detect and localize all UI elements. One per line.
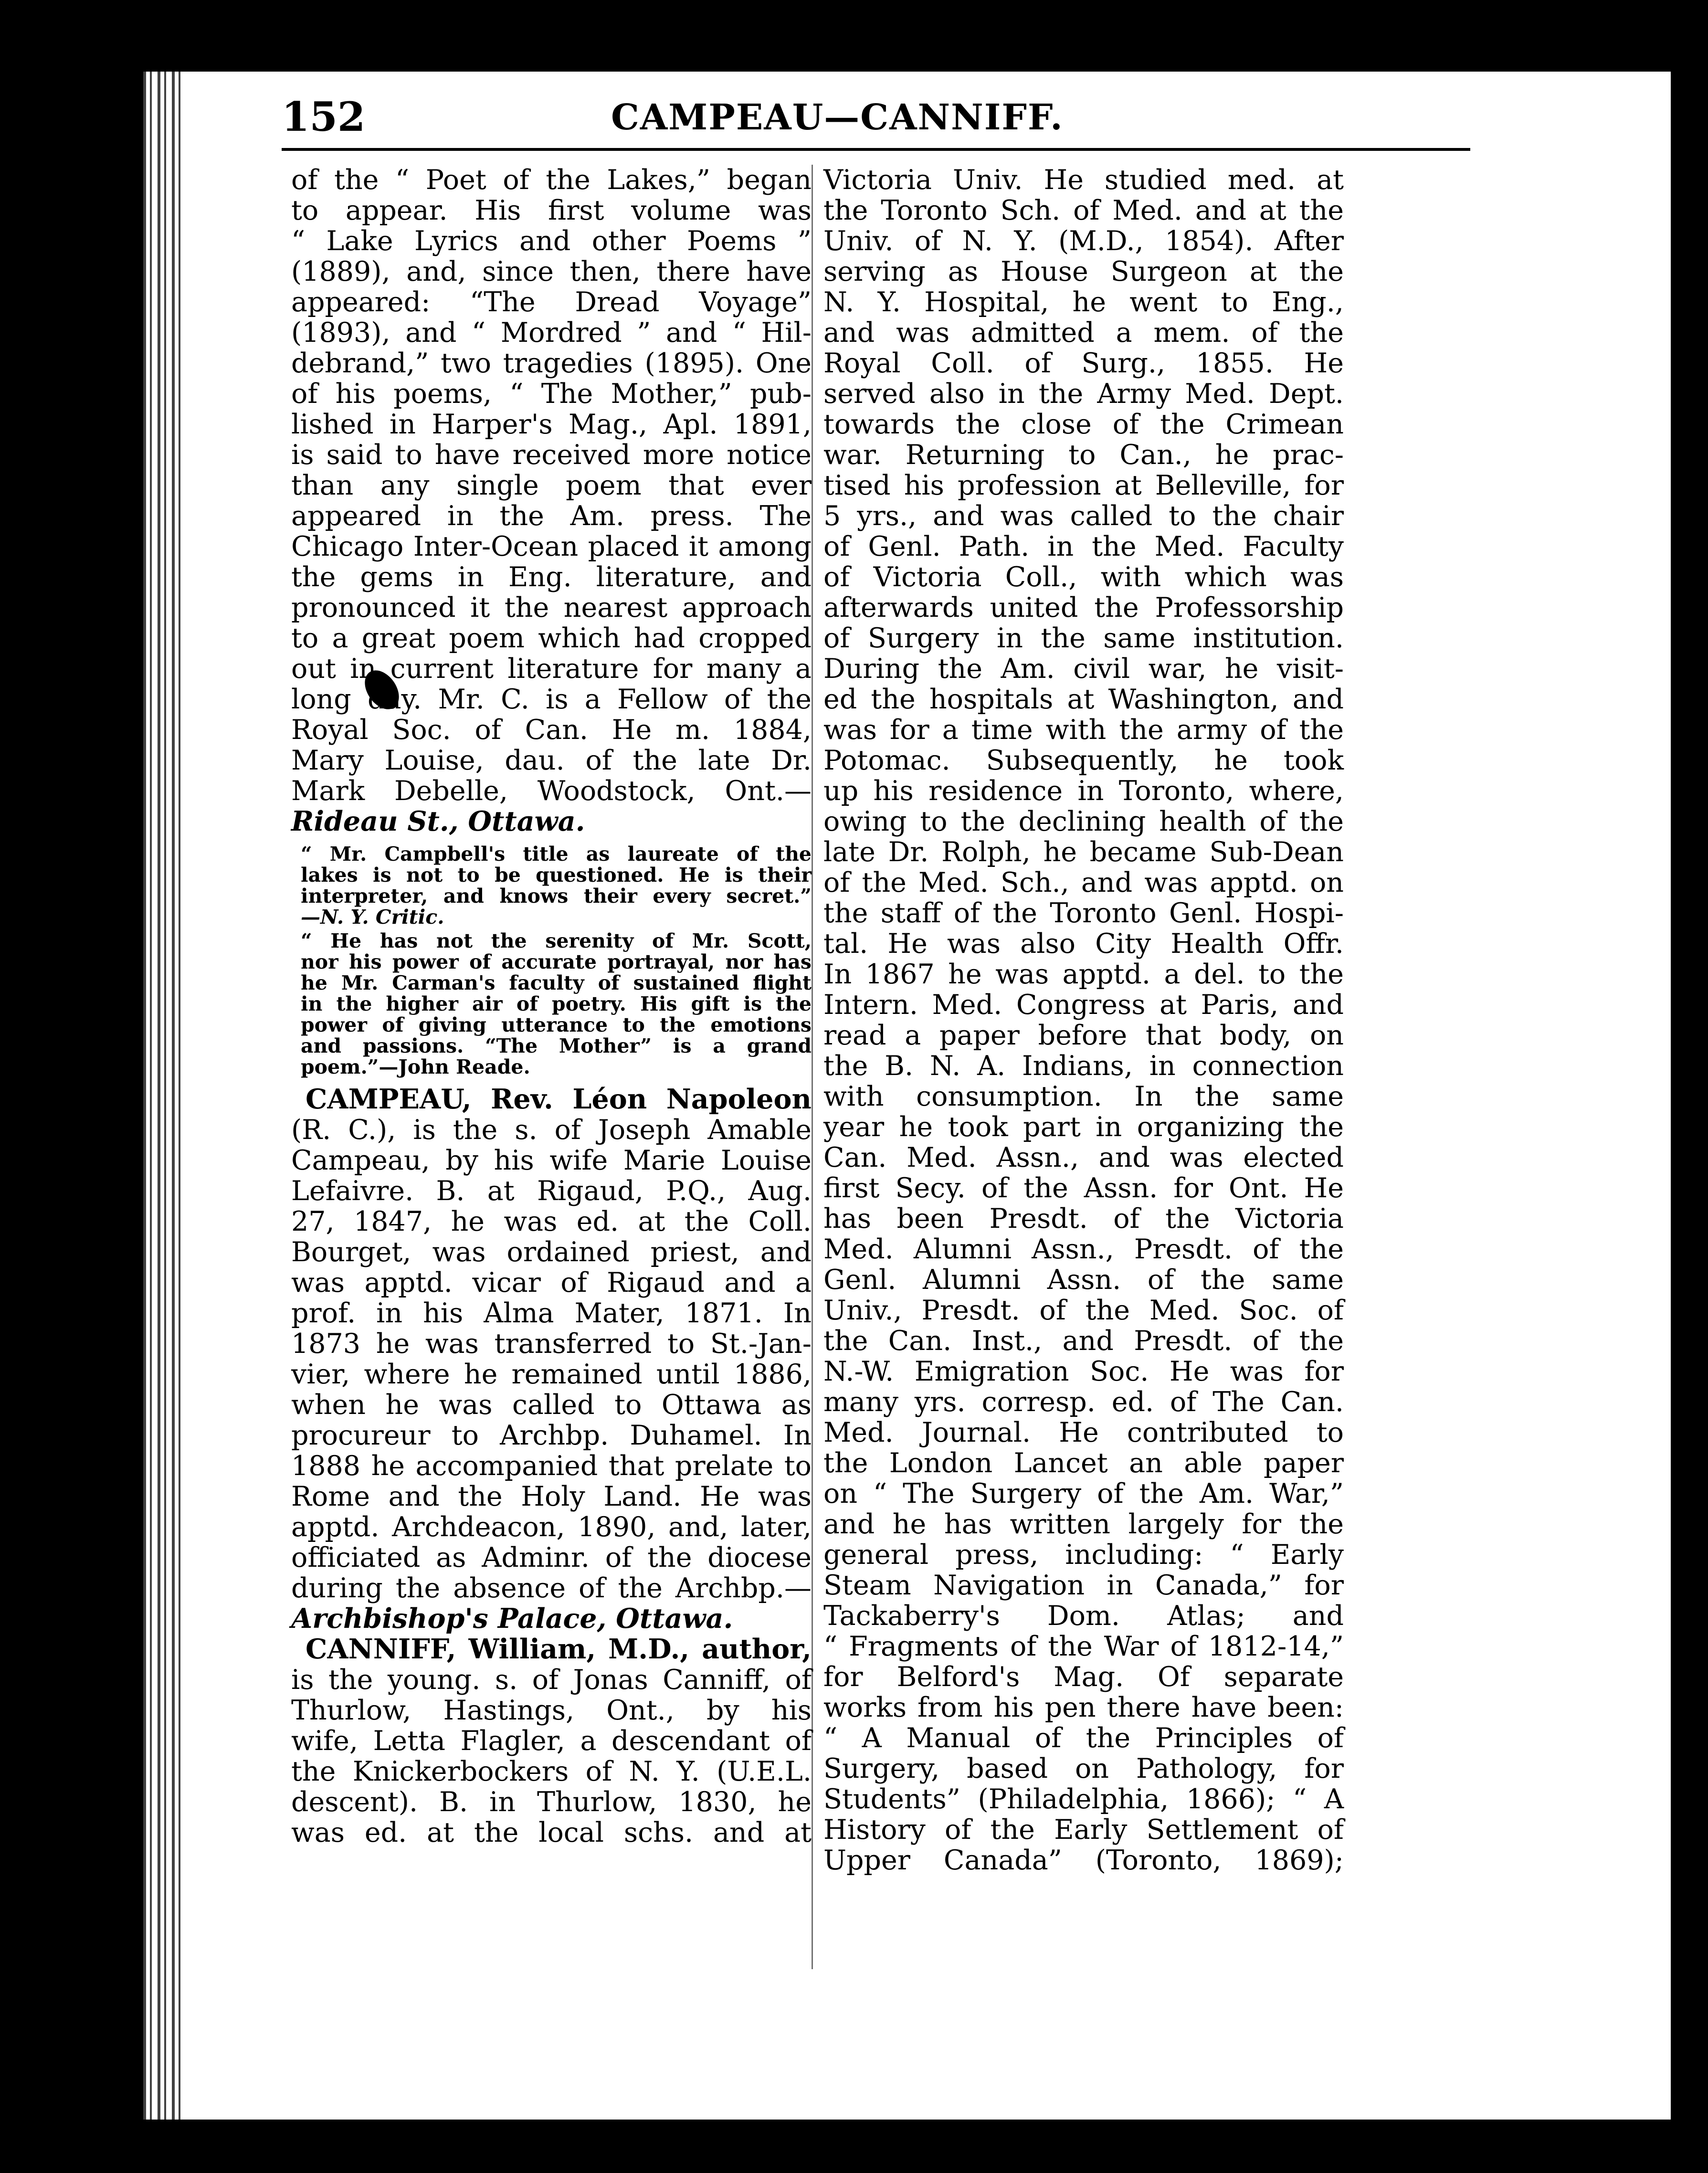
column-divider [812, 165, 813, 1969]
text-line: the Can. Inst., and Presdt. of the [823, 1325, 1344, 1357]
text-line: the London Lancet an able paper [823, 1447, 1344, 1479]
text-line: appeared: “The Dread Voyage” [291, 286, 812, 318]
text-line: N. Y. Hospital, he went to Eng., [823, 286, 1344, 318]
text-line: lished in Harper's Mag., Apl. 1891, [291, 409, 812, 440]
quote-line: nor his power of accurate portrayal, nor has [301, 950, 812, 973]
text-line: year he took part in organizing the [823, 1111, 1344, 1143]
text-line: vier, where he remained until 1886, [291, 1359, 812, 1390]
text-line: appeared in the Am. press. The [291, 500, 812, 532]
text-line: late Dr. Rolph, he became Sub-Dean [823, 836, 1344, 868]
text-line: Lefaivre. B. at Rigaud, P.Q., Aug. [291, 1175, 812, 1207]
quote-line: in the higher air of poetry. His gift is the [301, 992, 812, 1015]
text-line: of Surgery in the same institution. [823, 622, 1344, 654]
text-line: Royal Soc. of Can. He m. 1884, [291, 714, 812, 746]
header-rule [282, 148, 1470, 151]
quote-line: he Mr. Carman's faculty of sustained flight [301, 971, 812, 994]
text-line: 27, 1847, he was ed. at the Coll. [291, 1206, 812, 1237]
reade-quote [291, 930, 812, 1077]
quote-line: “ Mr. Campbell's title as laureate of the [301, 843, 812, 865]
text-line: Students” (Philadelphia, 1866); “ A [823, 1783, 1344, 1815]
quote-attribution: —N. Y. Critic. [301, 906, 444, 928]
running-head: CAMPEAU—CANNIFF. [611, 97, 1064, 138]
entry-heading: CAMPEAU, Rev. Léon Napoleon [306, 1083, 812, 1115]
text-line: up his residence in Toronto, where, [823, 775, 1344, 807]
text-line: the Toronto Sch. of Med. and at the [823, 195, 1344, 226]
text-line: History of the Early Settlement of [823, 1814, 1344, 1846]
text-line: read a paper before that body, on [823, 1020, 1344, 1051]
text-line: During the Am. civil war, he visit- [823, 653, 1344, 685]
entry-heading: CANNIFF, William, M.D., author, [306, 1633, 812, 1665]
text-line: Upper Canada” (Toronto, 1869); [823, 1845, 1344, 1876]
text-line: is said to have received more notice [291, 439, 812, 471]
text-line: Univ. of N. Y. (M.D., 1854). After [823, 225, 1344, 257]
text-line: towards the close of the Crimean [823, 409, 1344, 440]
text-line: Surgery, based on Pathology, for [823, 1753, 1344, 1784]
text-line: officiated as Adminr. of the diocese [291, 1542, 812, 1573]
text-line: tised his profession at Belleville, for [823, 470, 1344, 501]
text-line: the gems in Eng. literature, and [291, 561, 812, 593]
text-line: descent). B. in Thurlow, 1830, he [291, 1786, 812, 1818]
text-line: serving as House Surgeon at the [823, 256, 1344, 287]
text-line: was ed. at the local schs. and at [291, 1817, 812, 1848]
text-line: Steam Navigation in Canada,” for [823, 1570, 1344, 1601]
text-line: the staff of the Toronto Genl. Hospi- [823, 897, 1344, 929]
quote-line: lakes is not to be questioned. He is their [301, 864, 812, 886]
text-line: In 1867 he was apptd. a del. to the [823, 959, 1344, 990]
text-line: Mark Debelle, Woodstock, Ont.— [291, 775, 812, 807]
text-line: Intern. Med. Congress at Paris, and [823, 989, 1344, 1021]
text-line: Med. Alumni Assn., Presdt. of the [823, 1234, 1344, 1265]
text-line: “ Lake Lyrics and other Poems ” [291, 225, 812, 257]
text-line: general press, including: “ Early [823, 1539, 1344, 1571]
quote-line: and passions. “The Mother” is a grand [301, 1034, 812, 1057]
text-line: tal. He was also City Health Offr. [823, 928, 1344, 960]
page-binding-edge [143, 72, 186, 2120]
text-line: the B. N. A. Indians, in connection [823, 1050, 1344, 1082]
canniff-entry [291, 1634, 812, 1848]
text-line: Potomac. Subsequently, he took [823, 745, 1344, 776]
text-line: Chicago Inter-Ocean placed it among [291, 531, 812, 562]
text-line: procureur to Archbp. Duhamel. In [291, 1420, 812, 1451]
text-line: of Genl. Path. in the Med. Faculty [823, 531, 1344, 562]
text-line: owing to the declining health of the [823, 806, 1344, 837]
quote-attribution: poem.”—John Reade. [301, 1055, 530, 1078]
text-line: Can. Med. Assn., and was elected [823, 1142, 1344, 1173]
text-line: Genl. Alumni Assn. of the same [823, 1264, 1344, 1296]
text-line: works from his pen there have been: [823, 1692, 1344, 1723]
text-line: was apptd. vicar of Rigaud and a [291, 1267, 812, 1298]
quote-line: interpreter, and knows their every secret.” [301, 885, 812, 907]
text-line: war. Returning to Can., he prac- [823, 439, 1344, 471]
text-line: ed the hospitals at Washington, and [823, 684, 1344, 715]
text-line: the Knickerbockers of N. Y. (U.E.L. [291, 1756, 812, 1787]
text-line: when he was called to Ottawa as [291, 1389, 812, 1421]
text-line: pronounced it the nearest approach [291, 592, 812, 623]
page-number: 152 [282, 93, 366, 140]
text-line: was for a time with the army of the [823, 714, 1344, 746]
text-line: Rome and the Holy Land. He was [291, 1481, 812, 1512]
quote-line: “ He has not the serenity of Mr. Scott, [301, 929, 812, 952]
text-line: during the absence of the Archbp.— [291, 1572, 812, 1604]
text-line: to appear. His first volume was [291, 195, 812, 226]
text-line: prof. in his Alma Mater, 1871. In [291, 1297, 812, 1329]
page-header [282, 93, 1475, 146]
right-column [823, 165, 1344, 1876]
text-line: to a great poem which had cropped [291, 622, 812, 654]
left-column [291, 165, 812, 1848]
address-line: Archbishop's Palace, Ottawa. [291, 1603, 733, 1635]
text-line: with consumption. In the same [823, 1081, 1344, 1112]
text-line: Campeau, by his wife Marie Louise [291, 1145, 812, 1176]
text-line: (1889), and, since then, there have [291, 256, 812, 287]
text-line: Mary Louise, dau. of the late Dr. [291, 745, 812, 776]
text-line: of the Med. Sch., and was apptd. on [823, 867, 1344, 898]
text-line: (1893), and “ Mordred ” and “ Hil- [291, 317, 812, 348]
text-line: long day. Mr. C. is a Fellow of the [291, 684, 812, 715]
text-line: for Belford's Mag. Of separate [823, 1661, 1344, 1693]
text-line: Victoria Univ. He studied med. at [823, 164, 1344, 196]
text-line: of Victoria Coll., with which was [823, 561, 1344, 593]
text-line: and was admitted a mem. of the [823, 317, 1344, 348]
text-line: Thurlow, Hastings, Ont., by his [291, 1695, 812, 1726]
text-line: of his poems, “ The Mother,” pub- [291, 378, 812, 410]
text-line: N.-W. Emigration Soc. He was for [823, 1356, 1344, 1387]
text-line: is the young. s. of Jonas Canniff, of [291, 1664, 812, 1696]
address-line: Rideau St., Ottawa. [291, 805, 585, 837]
text-line: on “ The Surgery of the Am. War,” [823, 1478, 1344, 1509]
text-line: Bourget, was ordained priest, and [291, 1236, 812, 1268]
campeau-entry [291, 1084, 812, 1634]
text-line: served also in the Army Med. Dept. [823, 378, 1344, 410]
text-line: Med. Journal. He contributed to [823, 1417, 1344, 1448]
text-line: 5 yrs., and was called to the chair [823, 500, 1344, 532]
text-line: apptd. Archdeacon, 1890, and, later, [291, 1511, 812, 1543]
text-line: than any single poem that ever [291, 470, 812, 501]
text-line: 1873 he was transferred to St.-Jan- [291, 1328, 812, 1360]
text-line: out in current literature for many a [291, 653, 812, 685]
text-line: (R. C.), is the s. of Joseph Amable [291, 1114, 812, 1146]
critic-quote [291, 844, 812, 928]
text-line: Tackaberry's Dom. Atlas; and [823, 1600, 1344, 1632]
text-line: wife, Letta Flagler, a descendant of [291, 1725, 812, 1757]
text-line: debrand,” two tragedies (1895). One [291, 348, 812, 379]
text-line: many yrs. corresp. ed. of The Can. [823, 1386, 1344, 1418]
text-line: of the “ Poet of the Lakes,” began [291, 164, 812, 196]
text-line: “ Fragments of the War of 1812-14,” [823, 1631, 1344, 1662]
text-line: has been Presdt. of the Victoria [823, 1203, 1344, 1234]
quote-line: power of giving utterance to the emotions [301, 1013, 812, 1036]
text-line: first Secy. of the Assn. for Ont. He [823, 1172, 1344, 1204]
campbell-entry-continuation [291, 165, 812, 837]
text-line: “ A Manual of the Principles of [823, 1722, 1344, 1754]
text-line: Royal Coll. of Surg., 1855. He [823, 348, 1344, 379]
text-line: 1888 he accompanied that prelate to [291, 1450, 812, 1482]
text-line: Univ., Presdt. of the Med. Soc. of [823, 1295, 1344, 1326]
text-line: and he has written largely for the [823, 1508, 1344, 1540]
text-line: afterwards united the Professorship [823, 592, 1344, 623]
